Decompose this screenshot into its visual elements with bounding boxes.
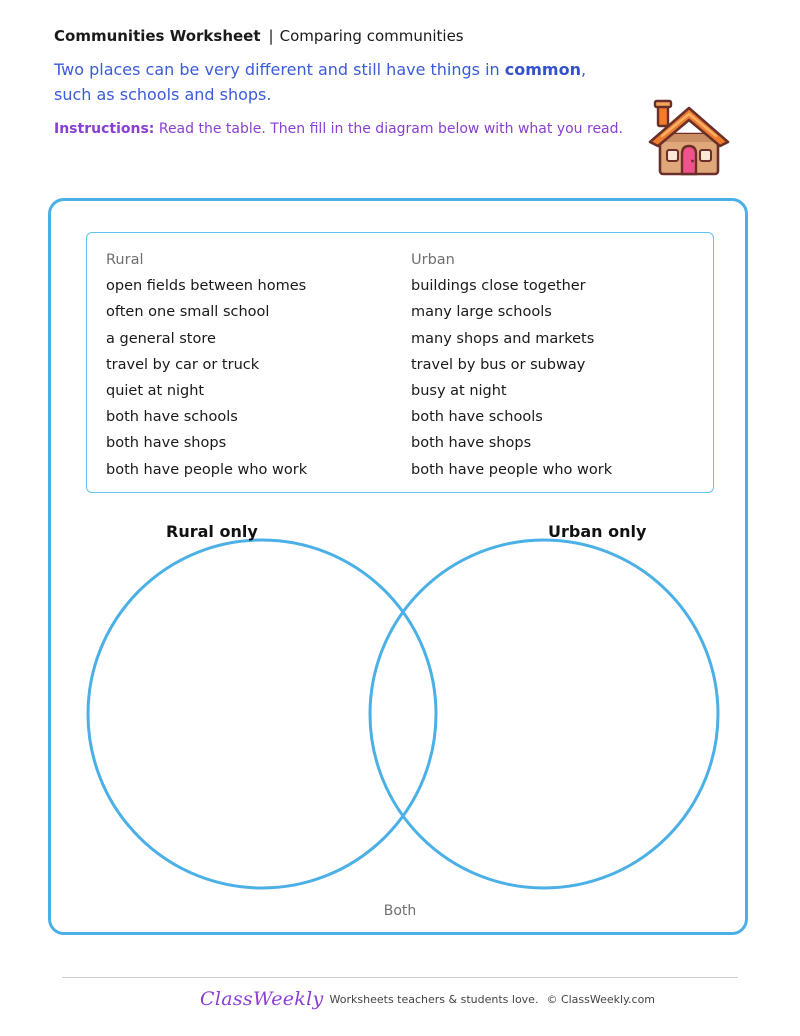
intro-text-before: Two places can be very different and still have things in	[54, 60, 505, 79]
worksheet-title: Communities Worksheet	[54, 27, 261, 45]
rural-item: both have schools	[106, 409, 238, 426]
urban-item: both have shops	[411, 435, 532, 452]
urban-column-header: Urban	[411, 252, 455, 268]
header-separator: |	[268, 27, 274, 45]
venn-label-rural-only: Rural only	[166, 522, 258, 541]
rural-item: often one small school	[106, 304, 270, 321]
rural-item: open fields between homes	[106, 278, 307, 295]
urban-item: busy at night	[411, 383, 507, 400]
rural-item: both have shops	[106, 435, 227, 452]
rural-item: travel by car or truck	[106, 356, 260, 373]
urban-item: both have people who work	[411, 461, 613, 478]
urban-item: travel by bus or subway	[411, 356, 586, 373]
urban-item: both have schools	[411, 409, 543, 426]
intro-text-emphasis: common	[504, 60, 581, 79]
urban-item: buildings close together	[411, 278, 586, 295]
venn-label-both: Both	[383, 903, 417, 919]
rural-item: both have people who work	[106, 461, 308, 478]
rural-column-header: Rural	[106, 252, 144, 268]
footer-divider	[62, 977, 738, 978]
rural-item: quiet at night	[106, 383, 205, 400]
venn-circle-urban[interactable]	[370, 540, 718, 888]
venn-circle-rural[interactable]	[88, 540, 436, 888]
footer	[200, 988, 656, 1014]
instructions-text: Read the table. Then fill in the diagram below with what you read.	[154, 121, 623, 137]
urban-item: many large schools	[411, 304, 552, 321]
worksheet-subtitle: Comparing communities	[279, 27, 464, 45]
instructions-label: Instructions:	[54, 121, 155, 137]
rural-item: a general store	[106, 330, 216, 347]
footer-tagline: Worksheets teachers & students love.	[329, 992, 539, 1006]
venn-label-urban-only: Urban only	[548, 522, 647, 541]
urban-item: many shops and markets	[411, 330, 595, 347]
footer-copyright: © ClassWeekly.com	[546, 992, 656, 1006]
brand-logo: ClassWeekly	[200, 988, 324, 1010]
intro-text-after: , such as schools and shops.	[54, 60, 587, 104]
